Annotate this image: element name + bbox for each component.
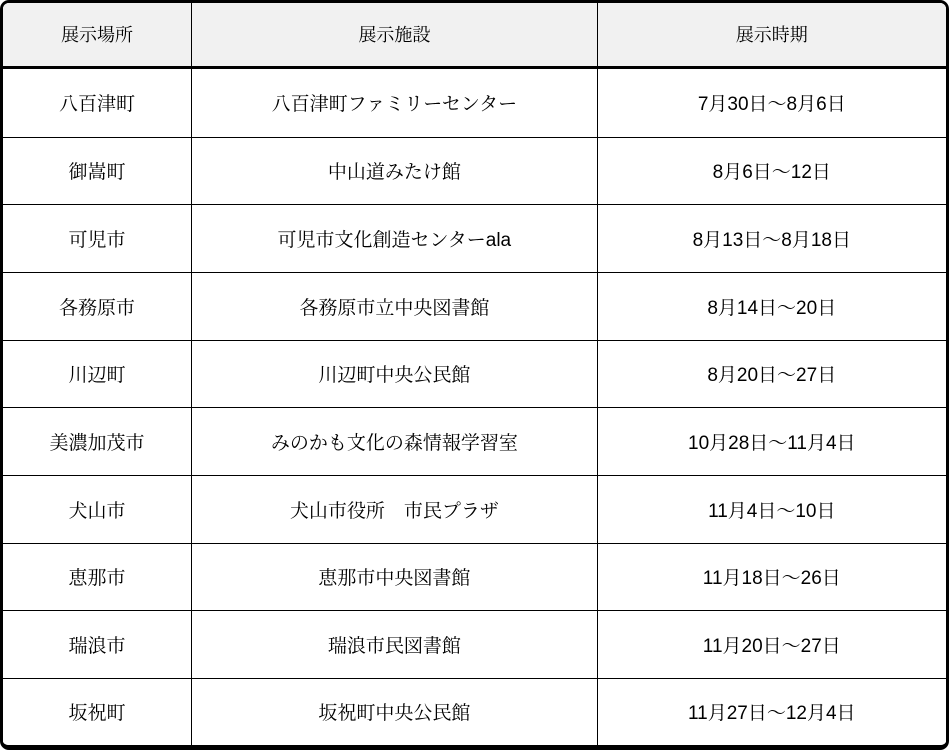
cell-facility: 可児市文化創造センターala bbox=[192, 205, 597, 273]
table-row bbox=[3, 205, 946, 273]
column-header-location: 展示場所 bbox=[3, 3, 192, 67]
cell-facility: 中山道みたけ館 bbox=[192, 137, 597, 205]
cell-period: 10月28日〜11月4日 bbox=[597, 408, 946, 476]
table-row bbox=[3, 475, 946, 543]
cell-facility: 犬山市役所 市民プラザ bbox=[192, 475, 597, 543]
cell-location: 可児市 bbox=[3, 205, 192, 273]
table-row bbox=[3, 67, 946, 137]
table-row bbox=[3, 272, 946, 340]
cell-period: 8月13日〜8月18日 bbox=[597, 205, 946, 273]
cell-facility: 各務原市立中央図書館 bbox=[192, 272, 597, 340]
cell-period: 8月6日〜12日 bbox=[597, 137, 946, 205]
cell-period: 11月18日〜26日 bbox=[597, 543, 946, 611]
cell-facility: 川辺町中央公民館 bbox=[192, 340, 597, 408]
cell-period: 8月20日〜27日 bbox=[597, 340, 946, 408]
cell-facility: みのかも文化の森情報学習室 bbox=[192, 408, 597, 476]
cell-location: 美濃加茂市 bbox=[3, 408, 192, 476]
table-row bbox=[3, 543, 946, 611]
cell-location: 恵那市 bbox=[3, 543, 192, 611]
cell-location: 御嵩町 bbox=[3, 137, 192, 205]
table-row bbox=[3, 408, 946, 476]
cell-location: 坂祝町 bbox=[3, 678, 192, 745]
column-header-period: 展示時期 bbox=[597, 3, 946, 67]
cell-location: 各務原市 bbox=[3, 272, 192, 340]
cell-location: 川辺町 bbox=[3, 340, 192, 408]
table-header-row bbox=[3, 3, 946, 67]
cell-location: 瑞浪市 bbox=[3, 611, 192, 679]
table-row bbox=[3, 340, 946, 408]
cell-period: 7月30日〜8月6日 bbox=[597, 67, 946, 137]
cell-period: 8月14日〜20日 bbox=[597, 272, 946, 340]
cell-facility: 恵那市中央図書館 bbox=[192, 543, 597, 611]
cell-facility: 八百津町ファミリーセンター bbox=[192, 67, 597, 137]
table-row bbox=[3, 611, 946, 679]
cell-location: 犬山市 bbox=[3, 475, 192, 543]
cell-period: 11月4日〜10日 bbox=[597, 475, 946, 543]
cell-period: 11月20日〜27日 bbox=[597, 611, 946, 679]
cell-location: 八百津町 bbox=[3, 67, 192, 137]
cell-facility: 坂祝町中央公民館 bbox=[192, 678, 597, 745]
table-row bbox=[3, 137, 946, 205]
column-header-facility: 展示施設 bbox=[192, 3, 597, 67]
cell-facility: 瑞浪市民図書館 bbox=[192, 611, 597, 679]
exhibition-schedule-table bbox=[3, 3, 946, 745]
cell-period: 11月27日〜12月4日 bbox=[688, 703, 856, 725]
table-row bbox=[3, 678, 946, 745]
